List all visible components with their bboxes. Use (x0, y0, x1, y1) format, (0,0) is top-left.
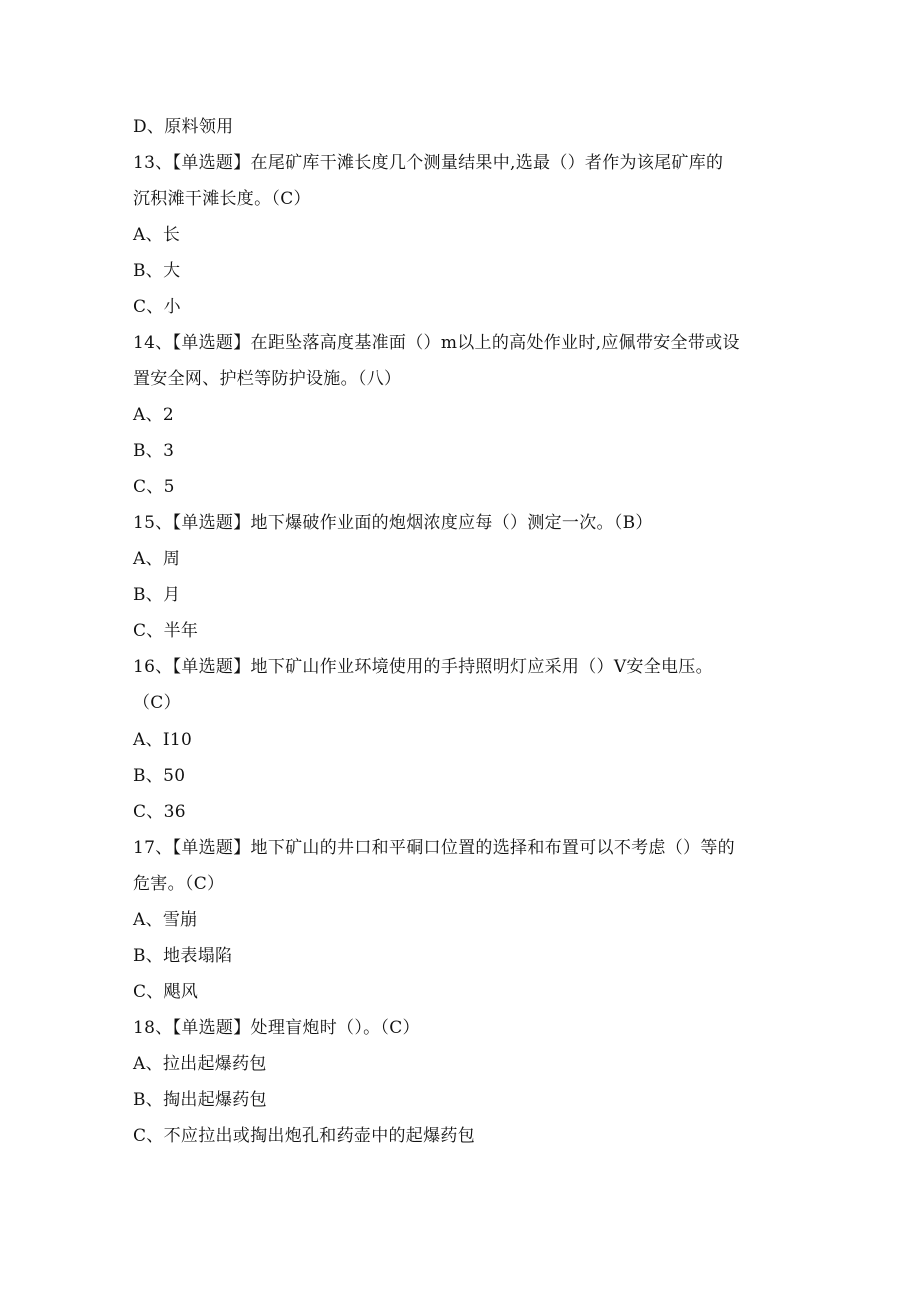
question-18-option-c: C、不应拉出或掏出炮孔和药壶中的起爆药包 (133, 1126, 476, 1146)
question-18-option-a: A、拉出起爆药包 (133, 1054, 267, 1074)
question-16-stem-line-2: （C） (133, 693, 181, 713)
question-13-option-b: B、大 (133, 261, 181, 281)
question-17-option-b: B、地表塌陷 (133, 946, 233, 966)
question-15-stem-line-1: 15、【单选题】地下爆破作业面的炮烟浓度应每（）测定一次。（B） (133, 513, 653, 533)
question-16-option-b: B、50 (133, 766, 186, 786)
question-15-option-c: C、半年 (133, 621, 199, 641)
question-15-option-a: A、周 (133, 549, 181, 569)
question-18-option-b: B、掏出起爆药包 (133, 1090, 267, 1110)
question-16-stem-line-1: 16、【单选题】地下矿山作业环境使用的手持照明灯应采用（）V安全电压。 (133, 657, 713, 677)
question-13-option-a: A、长 (133, 225, 181, 245)
question-14-option-c: C、5 (133, 477, 175, 497)
question-14-option-b: B、3 (133, 441, 175, 461)
question-14-stem-line-1: 14、【单选题】在距坠落高度基准面（）m以上的高处作业时,应佩带安全带或设 (133, 333, 740, 353)
question-16-option-a: A、I10 (133, 730, 193, 750)
question-13-stem-line-2: 沉积滩干滩长度。（C） (133, 189, 311, 209)
question-15-option-b: B、月 (133, 585, 181, 605)
question-17-option-a: A、雪崩 (133, 910, 198, 930)
question-14-stem-line-2: 置安全网、护栏等防护设施。（八） (133, 369, 402, 389)
question-17-stem-line-1: 17、【单选题】地下矿山的井口和平硐口位置的选择和布置可以不考虑（）等的 (133, 838, 735, 858)
question-14-option-a: A、2 (133, 405, 174, 425)
question-13-stem-line-1: 13、【单选题】在尾矿库干滩长度几个测量结果中,选最（）者作为该尾矿库的 (133, 153, 724, 173)
question-16-option-c: C、36 (133, 802, 186, 822)
option-d-q12: D、原料领用 (133, 117, 234, 137)
question-17-stem-line-2: 危害。（C） (133, 874, 225, 894)
question-18-stem-line-1: 18、【单选题】处理盲炮时（）。（C） (133, 1018, 420, 1038)
question-13-option-c: C、小 (133, 297, 181, 317)
question-17-option-c: C、飓风 (133, 982, 199, 1002)
